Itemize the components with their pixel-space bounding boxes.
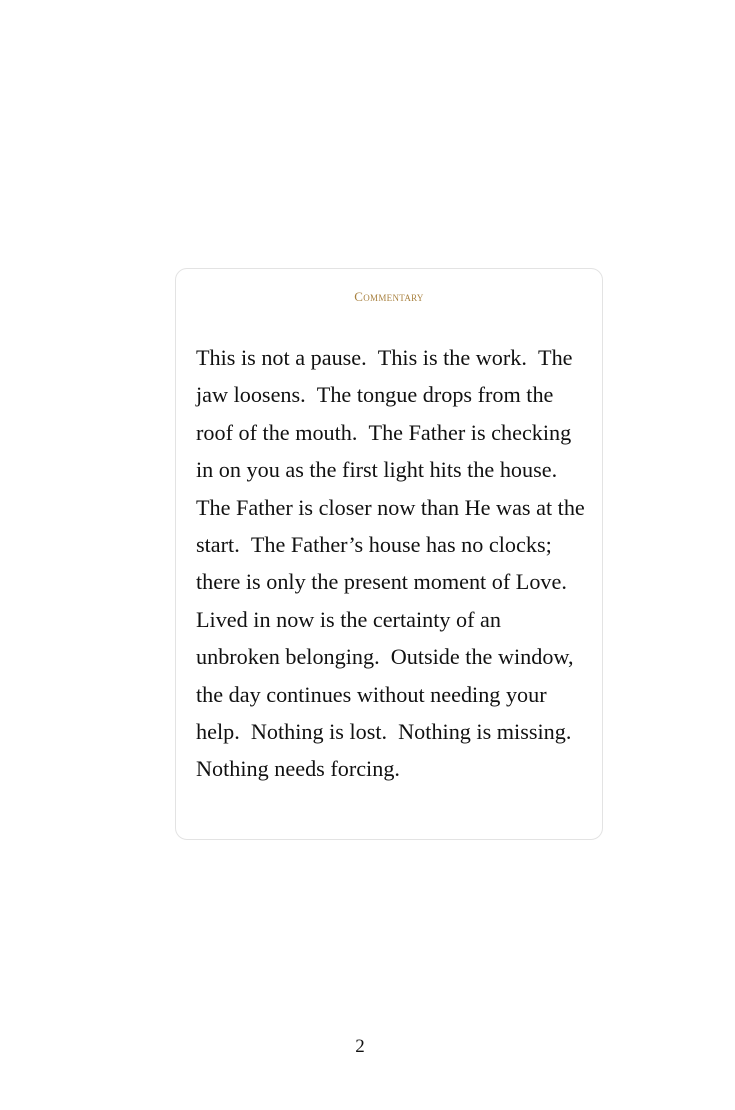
commentary-label: Commentary (354, 289, 424, 304)
commentary-card (175, 268, 603, 840)
page-number: 2 (355, 1036, 365, 1057)
commentary-text: This is not a pause. This is the work. The jaw loosens. The tongue drops from the roof of the mouth. The Father is checking in on you as the first light hits the house. The Father is closer now than He was at the start. The Father’s house has no clocks; there is only the present moment of Love. Lived in now is the certainty of an unbroken belonging. Outside the window, the day continues without needing your help. Nothing is lost. Nothing is missing. Nothing needs forcing. (196, 345, 585, 782)
